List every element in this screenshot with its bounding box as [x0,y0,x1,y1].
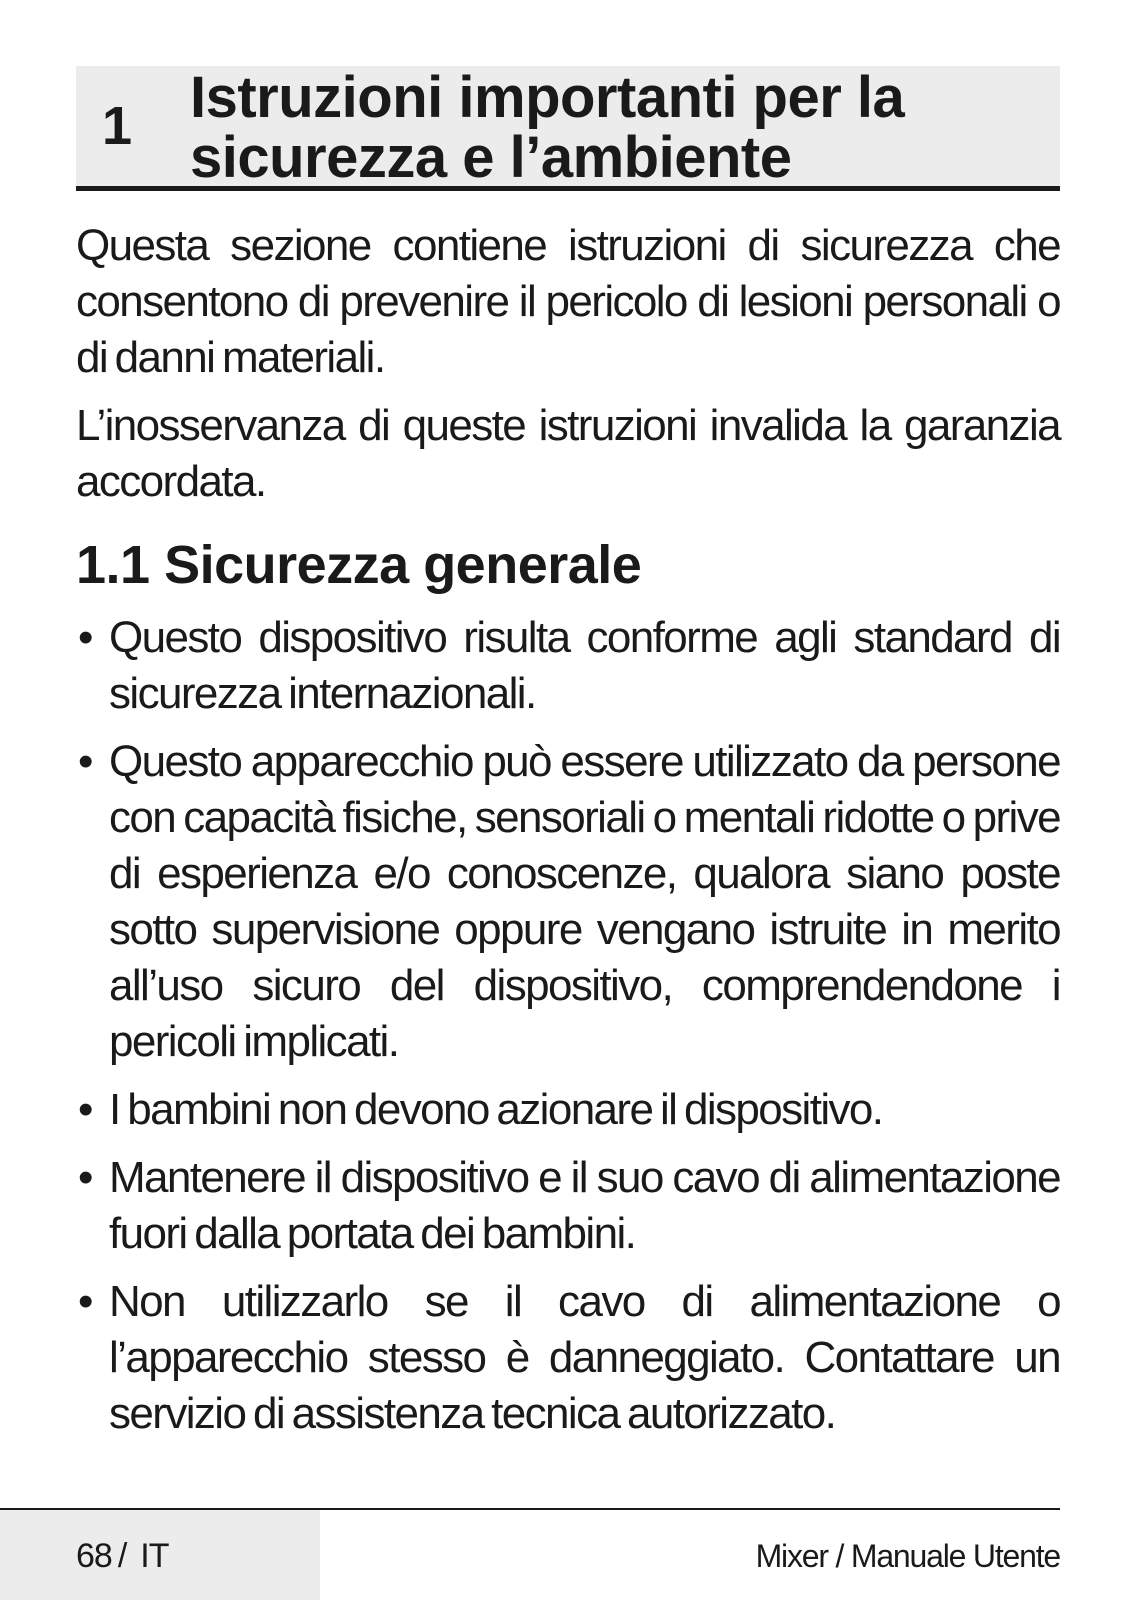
bullet-list [76,610,1060,1442]
footer-page-info [76,1536,169,1576]
list-item-text: I bambini non devono azionare il dispositivo. [109,1085,883,1134]
intro-paragraph-2: L’inosservanza di queste istruzioni invalida la garanzia accordata. [76,401,1060,506]
page-number: 68 [76,1537,112,1575]
bullet-icon: • [78,613,92,662]
bullet-icon: • [78,1085,92,1134]
list-item [76,1150,1060,1262]
chapter-number: 1 [102,96,133,156]
list-item-text: Questo apparecchio può essere utilizzato da persone con capacità fisiche, sensoriali o mentali ridotte o prive di esperienza e/o conoscenze, qualora siano poste sotto supervisione oppure vengano istruite in merito all’uso sicuro del dispositivo, comprendendone i pericoli implicati. [109,737,1060,1066]
section-title: 1.1 Sicurezza generale [76,535,642,595]
bullet-icon: • [78,1277,92,1326]
language-code: IT [140,1537,169,1575]
list-item [76,610,1060,722]
list-item [76,1274,1060,1442]
bullet-icon: • [78,737,92,786]
list-item-text: Mantenere il dispositivo e il suo cavo di alimentazione fuori dalla portata dei bambini. [109,1153,1060,1258]
intro-paragraph-1: Questa sezione contiene istruzioni di sicurezza che consentono di prevenire il pericolo di lesioni personali o di danni materiali. [76,221,1060,382]
chapter-title-line-1: Istruzioni importanti per la [190,65,905,130]
footer-doc-title: Mixer / Manuale Utente [755,1538,1060,1574]
list-item [76,1082,1060,1138]
list-item-text: Questo dispositivo risulta conforme agli standard di sicurezza internazionali. [109,613,1060,718]
chapter-header [76,66,1060,191]
page-content [76,218,1060,1454]
bullet-icon: • [78,1153,92,1202]
list-item-text: Non utilizzarlo se il cavo di alimentazione o l’apparecchio stesso è danneggiato. Contattare un servizio di assistenza tecnica autorizzato. [109,1277,1060,1438]
chapter-title-line-2: sicurezza e l’ambiente [190,125,792,190]
footer-separator: / [117,1537,127,1575]
chapter-title [190,65,905,190]
list-item [76,734,1060,1070]
